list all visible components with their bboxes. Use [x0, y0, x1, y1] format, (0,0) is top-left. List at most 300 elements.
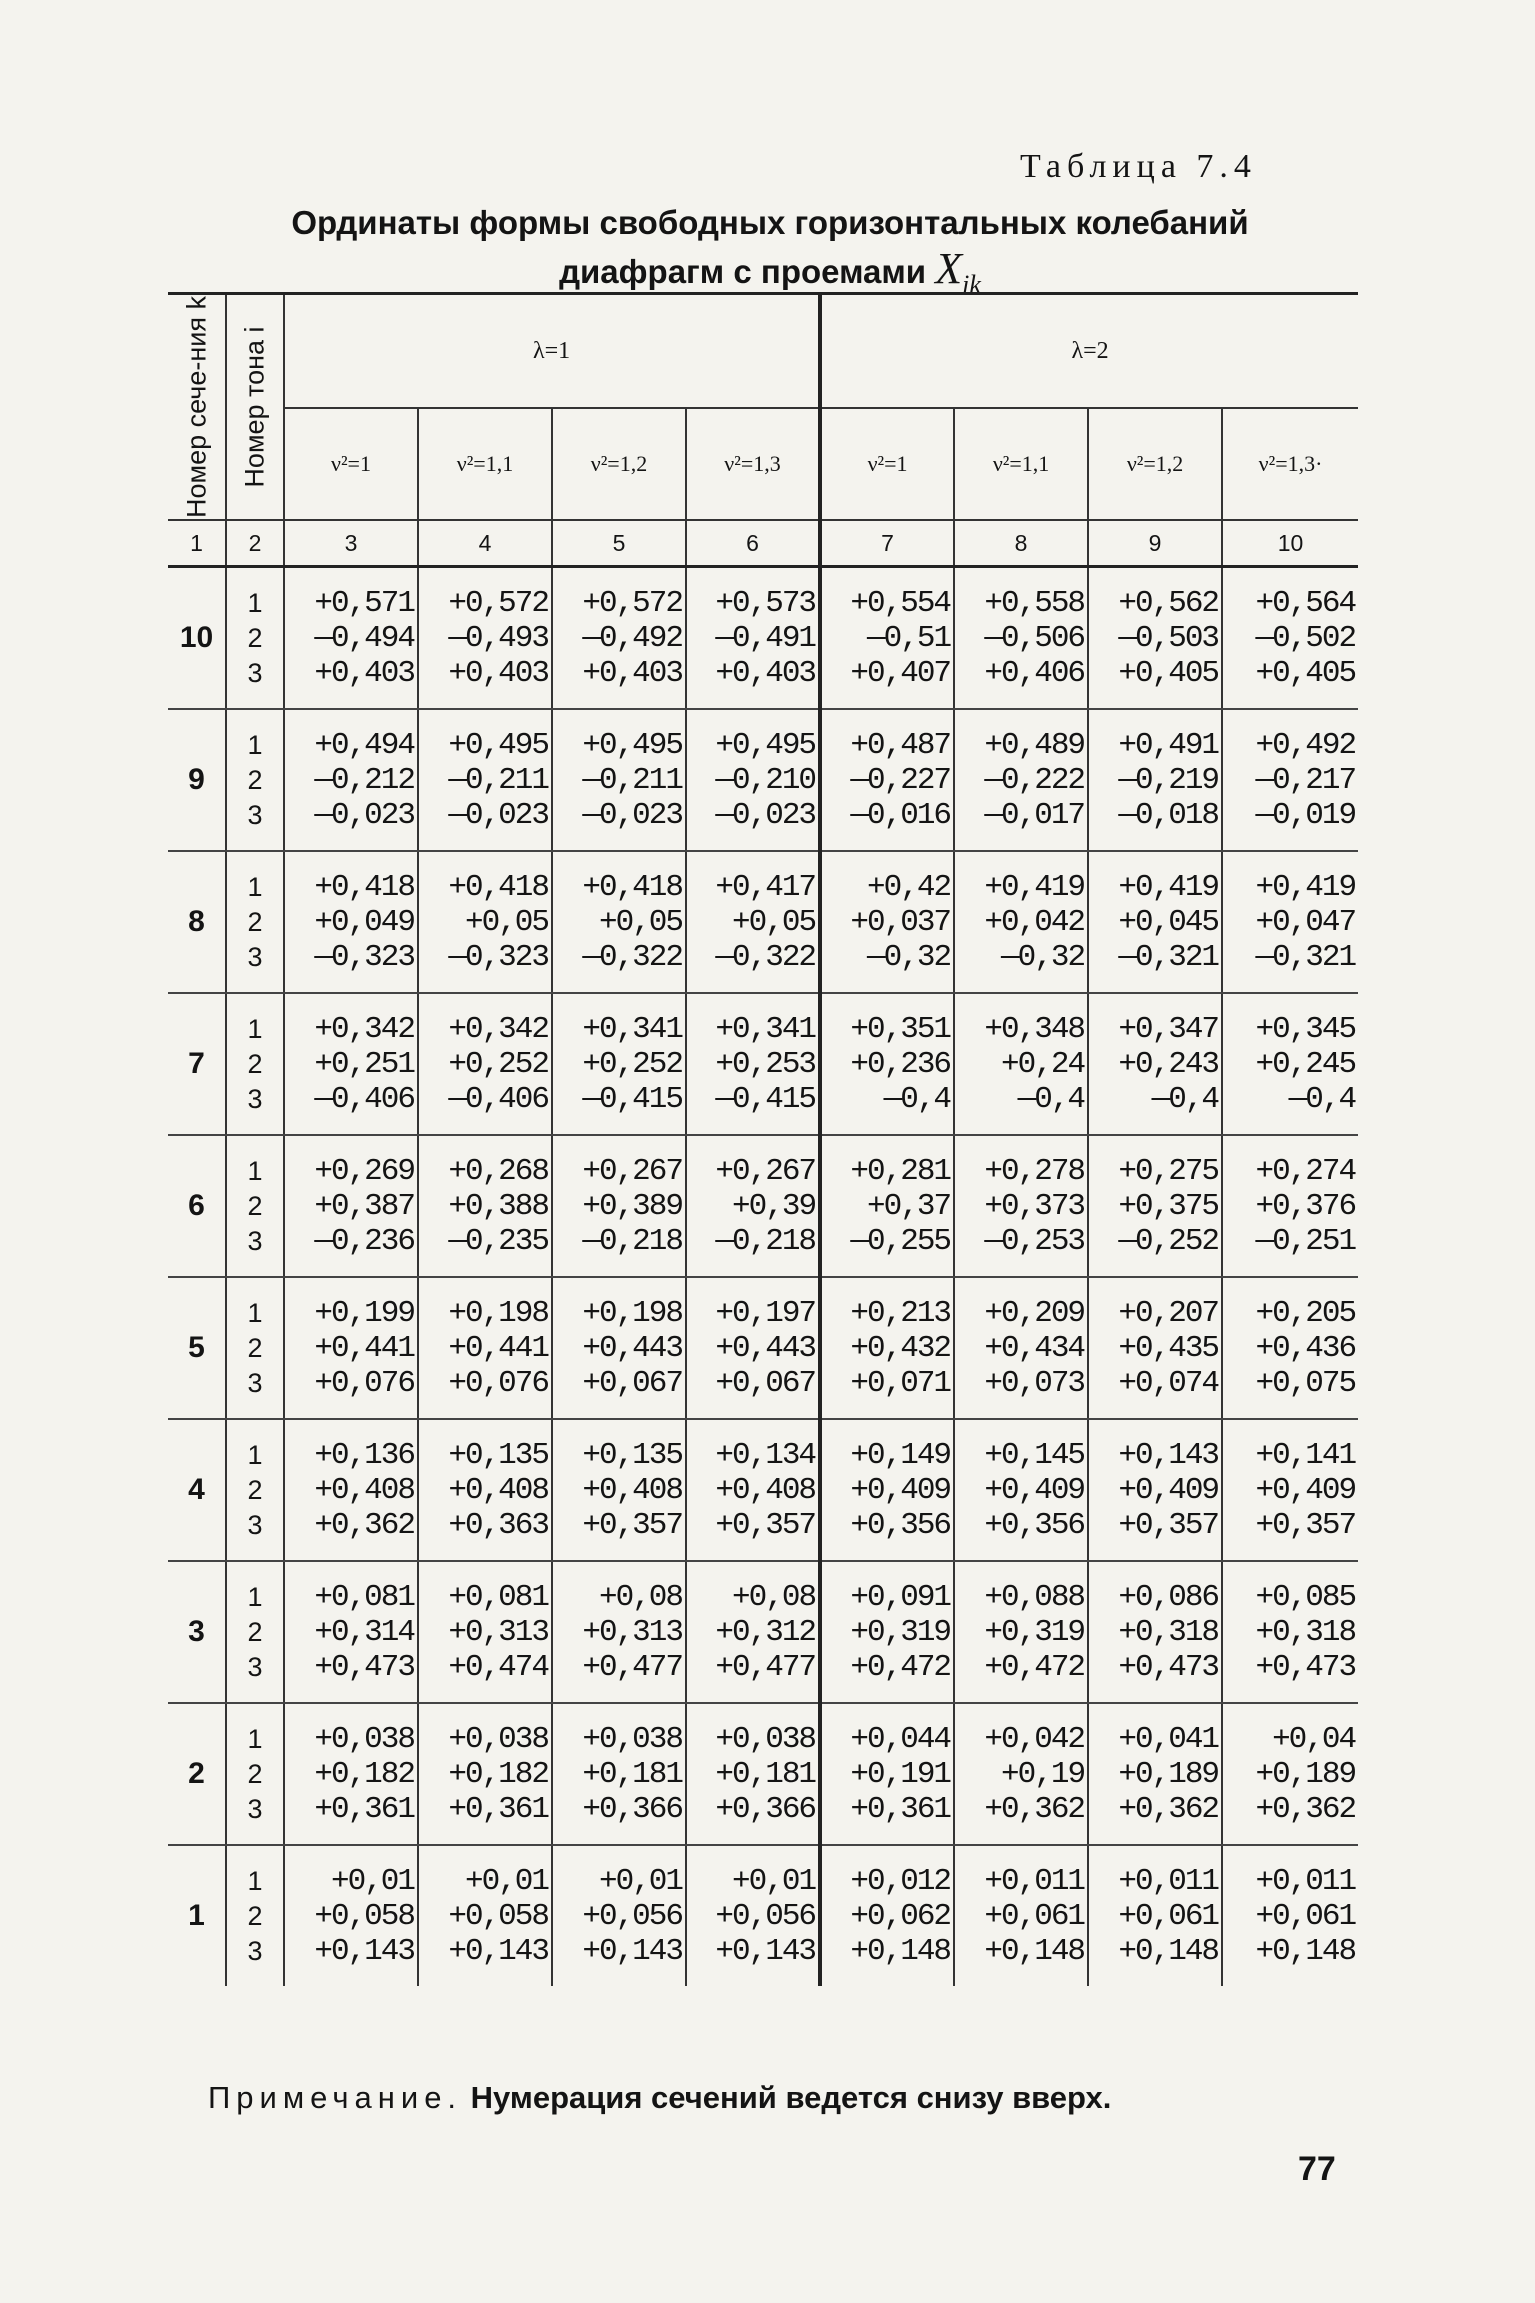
ordinate-cell [284, 1703, 418, 1845]
ordinate-cell [820, 1703, 954, 1845]
ordinate-value: +0,05 [598, 904, 682, 940]
ordinate-value: +0,363 [448, 1507, 548, 1543]
ordinate-cell [820, 567, 954, 710]
table-body [168, 567, 1358, 1987]
ordinate-cell [954, 709, 1088, 851]
section-number: 1 [168, 1845, 226, 1986]
ordinate-value: +0,345 [1255, 1011, 1356, 1047]
ordinate-cell [686, 851, 820, 993]
ordinate-value: +0,495 [448, 727, 548, 763]
tone-number: 1 [247, 1581, 263, 1612]
ordinate-value: +0,091 [850, 1579, 951, 1615]
ordinate-value: +0,573 [715, 585, 816, 621]
ordinate-value: +0,434 [984, 1330, 1085, 1366]
ordinate-cell [1222, 1419, 1358, 1561]
ordinate-value: +0,342 [314, 1011, 414, 1047]
ordinate-value: +0,313 [582, 1614, 682, 1650]
ordinate-value: +0,408 [715, 1472, 816, 1508]
ordinate-value: +0,08 [598, 1579, 682, 1615]
ordinate-value: +0,207 [1118, 1295, 1219, 1331]
ordinate-cell [954, 1277, 1088, 1419]
ordinate-value: +0,267 [715, 1153, 816, 1189]
ordinate-value: +0,362 [984, 1791, 1085, 1827]
ordinate-value: +0,408 [314, 1472, 414, 1508]
ordinate-value: +0,085 [1255, 1579, 1356, 1615]
ordinate-value: —0,51 [867, 620, 951, 656]
ordinate-cell [1088, 851, 1222, 993]
ordinate-value: +0,342 [448, 1011, 548, 1047]
ordinate-value: +0,136 [314, 1437, 414, 1473]
ordinate-value: +0,491 [1118, 727, 1219, 763]
ordinate-value: +0,409 [984, 1472, 1085, 1508]
tone-number: 3 [247, 941, 263, 972]
ordinate-cell [418, 1561, 552, 1703]
ordinate-cell [820, 1845, 954, 1986]
ordinate-value: +0,056 [582, 1898, 682, 1934]
column-number: 1 [168, 520, 226, 567]
ordinate-value: +0,205 [1255, 1295, 1356, 1331]
tone-number: 3 [247, 1793, 263, 1824]
ordinate-cell [1222, 1703, 1358, 1845]
ordinate-value: +0,319 [984, 1614, 1085, 1650]
ordinate-value: +0,472 [984, 1649, 1085, 1685]
ordinate-cell [284, 709, 418, 851]
section-row-group [168, 851, 1358, 993]
ordinate-cell [820, 851, 954, 993]
ordinate-value: +0,056 [715, 1898, 816, 1934]
ordinate-value: +0,189 [1118, 1756, 1219, 1792]
ordinate-value: —0,023 [314, 797, 414, 833]
ordinate-cell [820, 1135, 954, 1277]
ordinate-cell [418, 1277, 552, 1419]
ordinate-cell [552, 1135, 686, 1277]
table-title-line1: Ординаты формы свободных горизонтальных колебаний [291, 204, 1249, 241]
ordinate-value: +0,081 [448, 1579, 548, 1615]
ordinate-value: +0,435 [1118, 1330, 1219, 1366]
tone-number: 2 [247, 1900, 263, 1931]
ordinate-value: +0,278 [984, 1153, 1085, 1189]
ordinate-value: +0,012 [850, 1863, 951, 1899]
ordinate-value: +0,071 [850, 1365, 951, 1401]
ordinate-cell [954, 993, 1088, 1135]
ordinate-value: +0,473 [1118, 1649, 1219, 1685]
ordinate-cell [1088, 1845, 1222, 1986]
section-row-group [168, 567, 1358, 710]
tone-number: 1 [247, 729, 263, 760]
section-row-group [168, 1277, 1358, 1419]
ordinate-cell [686, 1845, 820, 1986]
nu-header: ν²=1,1 [418, 408, 552, 520]
tone-number: 1 [247, 871, 263, 902]
ordinate-value: +0,135 [582, 1437, 682, 1473]
ordinate-value: +0,134 [715, 1437, 816, 1473]
ordinate-value: +0,088 [984, 1579, 1085, 1615]
ordinate-cell [418, 1845, 552, 1986]
nu-header: ν²=1,2 [1088, 408, 1222, 520]
ordinate-value: —0,406 [314, 1081, 414, 1117]
table-title-line2-text: диафрагм с проемами [559, 253, 927, 290]
ordinate-value: +0,495 [582, 727, 682, 763]
nu-header: ν²=1,3· [1222, 408, 1358, 520]
ordinate-value: +0,314 [314, 1614, 414, 1650]
ordinate-value: —0,415 [582, 1081, 682, 1117]
ordinate-value: +0,042 [984, 1721, 1085, 1757]
section-row-group [168, 993, 1358, 1135]
section-number: 6 [168, 1135, 226, 1277]
ordinate-cell [284, 1277, 418, 1419]
ordinate-value: +0,01 [732, 1863, 816, 1899]
ordinate-cell [1222, 567, 1358, 710]
ordinate-value: +0,274 [1255, 1153, 1356, 1189]
ordinate-value: +0,403 [448, 655, 548, 691]
ordinate-value: +0,405 [1255, 655, 1356, 691]
ordinate-cell [1088, 1277, 1222, 1419]
ordinate-value: —0,023 [582, 797, 682, 833]
ordinate-value: —0,321 [1255, 939, 1356, 975]
table-caption [1020, 148, 1257, 186]
ordinate-cell [820, 1561, 954, 1703]
ordinate-value: +0,403 [314, 655, 414, 691]
ordinate-value: +0,357 [1255, 1507, 1356, 1543]
tone-number: 1 [247, 587, 263, 618]
lambda-header-row [168, 294, 1358, 409]
section-number: 8 [168, 851, 226, 993]
ordinate-value: +0,269 [314, 1153, 414, 1189]
tone-number: 3 [247, 1935, 263, 1966]
ordinate-value: +0,19 [1001, 1756, 1085, 1792]
ordinate-value: +0,011 [1255, 1863, 1356, 1899]
ordinate-cell [284, 1845, 418, 1986]
ordinate-value: —0,017 [984, 797, 1085, 833]
ordinate-value: +0,409 [850, 1472, 951, 1508]
tone-number: 2 [247, 906, 263, 937]
ordinate-value: +0,42 [867, 869, 951, 905]
ordinate-value: —0,492 [582, 620, 682, 656]
ordinate-value: —0,235 [448, 1223, 548, 1259]
ordinate-value: +0,143 [448, 1933, 548, 1969]
tone-number: 3 [247, 1083, 263, 1114]
ordinate-value: +0,267 [582, 1153, 682, 1189]
note-label: Примечание. [208, 2080, 463, 2115]
ordinate-value: +0,357 [715, 1507, 816, 1543]
symbol-subscript: ik [962, 269, 981, 299]
ordinate-value: +0,571 [314, 585, 414, 621]
ordinate-value: +0,141 [1255, 1437, 1356, 1473]
ordinate-value: +0,495 [715, 727, 816, 763]
ordinate-cell [418, 567, 552, 710]
ordinate-value: +0,086 [1118, 1579, 1219, 1615]
ordinate-value: +0,199 [314, 1295, 414, 1331]
ordinate-cell [552, 1703, 686, 1845]
ordinate-cell [552, 1277, 686, 1419]
ordinate-value: —0,227 [850, 762, 951, 798]
ordinate-value: —0,219 [1118, 762, 1219, 798]
section-number: 4 [168, 1419, 226, 1561]
ordinate-value: +0,312 [715, 1614, 816, 1650]
tone-number: 3 [247, 1367, 263, 1398]
ordinate-value: —0,023 [448, 797, 548, 833]
ordinate-value: +0,403 [715, 655, 816, 691]
ordinate-value: +0,049 [314, 904, 414, 940]
ordinate-value: +0,366 [715, 1791, 816, 1827]
ordinate-value: +0,198 [448, 1295, 548, 1331]
ordinate-value: +0,489 [984, 727, 1085, 763]
ordinate-cell [552, 993, 686, 1135]
ordinate-value: +0,477 [582, 1649, 682, 1685]
ordinate-value: +0,373 [984, 1188, 1085, 1224]
ordinate-value: +0,011 [1118, 1863, 1219, 1899]
section-number: 5 [168, 1277, 226, 1419]
section-number: 9 [168, 709, 226, 851]
ordinate-cell [552, 709, 686, 851]
ordinate-value: —0,503 [1118, 620, 1219, 656]
ordinate-cell [284, 993, 418, 1135]
ordinate-value: —0,321 [1118, 939, 1219, 975]
ordinate-value: +0,351 [850, 1011, 951, 1047]
ordinate-value: +0,149 [850, 1437, 951, 1473]
ordinate-value: +0,564 [1255, 585, 1356, 621]
ordinate-value: +0,268 [448, 1153, 548, 1189]
ordinate-value: +0,419 [1255, 869, 1356, 905]
ordinate-cell [284, 567, 418, 710]
ordinate-cell [1088, 709, 1222, 851]
ordinate-value: +0,251 [314, 1046, 414, 1082]
ordinate-value: +0,061 [984, 1898, 1085, 1934]
ordinate-value: —0,322 [715, 939, 816, 975]
ordinate-value: +0,388 [448, 1188, 548, 1224]
ordinate-cell [954, 1845, 1088, 1986]
ordinate-value: +0,038 [582, 1721, 682, 1757]
ordinate-value: +0,01 [464, 1863, 548, 1899]
note-text: Нумерация сечений ведется снизу вверх. [470, 2080, 1112, 2115]
ordinate-value: +0,375 [1118, 1188, 1219, 1224]
ordinate-value: +0,406 [984, 655, 1085, 691]
ordinate-value: +0,419 [1118, 869, 1219, 905]
tone-number: 1 [247, 1297, 263, 1328]
ordinate-value: +0,319 [850, 1614, 951, 1650]
ordinate-value: +0,042 [984, 904, 1085, 940]
ordinate-value: +0,39 [732, 1188, 816, 1224]
ordinate-value: +0,067 [582, 1365, 682, 1401]
ordinate-cell [418, 851, 552, 993]
lambda-2-header: λ=2 [820, 294, 1358, 409]
section-number: 10 [168, 567, 226, 710]
ordinate-value: +0,236 [850, 1046, 951, 1082]
ordinate-value: +0,472 [850, 1649, 951, 1685]
ordinate-value: +0,189 [1255, 1756, 1356, 1792]
ordinate-value: +0,038 [448, 1721, 548, 1757]
tone-number: 2 [247, 1190, 263, 1221]
ordinate-value: +0,443 [715, 1330, 816, 1366]
ordinate-value: +0,387 [314, 1188, 414, 1224]
section-column-header [168, 294, 226, 521]
tone-numbers [226, 567, 284, 710]
ordinate-value: +0,361 [314, 1791, 414, 1827]
ordinate-value: —0,4 [883, 1081, 951, 1117]
ordinate-value: —0,252 [1118, 1223, 1219, 1259]
ordinate-value: +0,562 [1118, 585, 1219, 621]
column-number: 9 [1088, 520, 1222, 567]
ordinate-value: +0,038 [715, 1721, 816, 1757]
ordinate-value: +0,04 [1272, 1721, 1356, 1757]
ordinate-cell [284, 1419, 418, 1561]
ordinate-value: +0,213 [850, 1295, 951, 1331]
tone-numbers [226, 1703, 284, 1845]
ordinate-cell [954, 1561, 1088, 1703]
ordinate-value: —0,253 [984, 1223, 1085, 1259]
section-row-group [168, 1845, 1358, 1986]
section-number: 7 [168, 993, 226, 1135]
ordinate-value: +0,135 [448, 1437, 548, 1473]
ordinate-value: +0,181 [582, 1756, 682, 1792]
ordinate-value: +0,148 [984, 1933, 1085, 1969]
ordinate-value: +0,366 [582, 1791, 682, 1827]
ordinate-value: —0,236 [314, 1223, 414, 1259]
ordinate-value: +0,281 [850, 1153, 951, 1189]
ordinate-value: +0,058 [448, 1898, 548, 1934]
ordinate-cell [284, 851, 418, 993]
ordinate-value: +0,418 [448, 869, 548, 905]
tone-number: 3 [247, 1509, 263, 1540]
ordinate-value: +0,409 [1255, 1472, 1356, 1508]
table-title-symbol [935, 244, 981, 299]
ordinate-cell [686, 709, 820, 851]
ordinate-value: +0,477 [715, 1649, 816, 1685]
ordinate-value: +0,067 [715, 1365, 816, 1401]
table-caption-label: Таблица [1020, 148, 1182, 185]
ordinate-cell [1088, 1135, 1222, 1277]
ordinate-value: +0,441 [314, 1330, 414, 1366]
ordinate-value: —0,222 [984, 762, 1085, 798]
ordinate-value: +0,417 [715, 869, 816, 905]
ordinate-cell [686, 1561, 820, 1703]
ordinate-value: +0,081 [314, 1579, 414, 1615]
ordinate-cell [686, 993, 820, 1135]
ordinate-value: +0,145 [984, 1437, 1085, 1473]
ordinate-value: +0,143 [1118, 1437, 1219, 1473]
ordinate-value: +0,313 [448, 1614, 548, 1650]
ordinate-value: +0,252 [582, 1046, 682, 1082]
page-number: 77 [1298, 2150, 1336, 2188]
ordinate-value: +0,357 [1118, 1507, 1219, 1543]
ordinate-value: +0,041 [1118, 1721, 1219, 1757]
ordinate-value: —0,255 [850, 1223, 951, 1259]
tone-numbers [226, 1277, 284, 1419]
ordinate-value: +0,047 [1255, 904, 1356, 940]
ordinate-value: +0,058 [314, 1898, 414, 1934]
tone-number: 3 [247, 657, 263, 688]
nu-header: ν²=1 [284, 408, 418, 520]
ordinate-value: +0,348 [984, 1011, 1085, 1047]
ordinate-value: +0,05 [464, 904, 548, 940]
symbol-letter: X [935, 244, 963, 293]
ordinate-value: —0,211 [582, 762, 682, 798]
ordinate-value: +0,318 [1255, 1614, 1356, 1650]
ordinate-value: +0,05 [732, 904, 816, 940]
ordinate-value: +0,436 [1255, 1330, 1356, 1366]
tone-number: 2 [247, 1758, 263, 1789]
ordinate-cell [1088, 993, 1222, 1135]
tone-number: 3 [247, 1651, 263, 1682]
ordinate-value: +0,341 [715, 1011, 816, 1047]
section-row-group [168, 1419, 1358, 1561]
section-row-group [168, 1561, 1358, 1703]
ordinate-cell [1222, 1135, 1358, 1277]
ordinate-value: +0,558 [984, 585, 1085, 621]
ordinate-value: —0,32 [867, 939, 951, 975]
ordinate-cell [1222, 709, 1358, 851]
ordinate-cell [954, 1419, 1088, 1561]
ordinate-cell [820, 1419, 954, 1561]
ordinate-value: +0,418 [314, 869, 414, 905]
column-number: 7 [820, 520, 954, 567]
ordinate-cell [1222, 1561, 1358, 1703]
ordinate-cell [418, 1135, 552, 1277]
ordinate-value: +0,076 [448, 1365, 548, 1401]
ordinate-value: +0,405 [1118, 655, 1219, 691]
ordinate-cell [1088, 1703, 1222, 1845]
nu-header: ν²=1,2 [552, 408, 686, 520]
ordinate-value: —0,4 [1151, 1081, 1219, 1117]
ordinate-value: +0,356 [984, 1507, 1085, 1543]
ordinate-value: +0,011 [984, 1863, 1085, 1899]
column-number: 2 [226, 520, 284, 567]
column-number: 10 [1222, 520, 1358, 567]
section-column-label: Номер сече-ния k [181, 296, 211, 518]
ordinate-value: +0,182 [314, 1756, 414, 1792]
ordinate-value: +0,148 [1255, 1933, 1356, 1969]
ordinate-cell [686, 1277, 820, 1419]
tone-number: 1 [247, 1723, 263, 1754]
table-note [208, 2080, 1111, 2116]
ordinate-value: +0,148 [1118, 1933, 1219, 1969]
ordinate-cell [1222, 993, 1358, 1135]
tone-number: 3 [247, 1225, 263, 1256]
ordinate-value: +0,408 [582, 1472, 682, 1508]
section-number: 3 [168, 1561, 226, 1703]
nu-header: ν²=1,3 [686, 408, 820, 520]
ordinate-value: +0,341 [582, 1011, 682, 1047]
ordinate-value: +0,403 [582, 655, 682, 691]
ordinate-cell [418, 1703, 552, 1845]
ordinate-value: +0,318 [1118, 1614, 1219, 1650]
tone-number: 1 [247, 1865, 263, 1896]
ordinate-value: +0,492 [1255, 727, 1356, 763]
ordinate-cell [552, 1419, 686, 1561]
ordinate-value: +0,209 [984, 1295, 1085, 1331]
ordinate-value: +0,275 [1118, 1153, 1219, 1189]
ordinate-value: +0,198 [582, 1295, 682, 1331]
ordinates-table [168, 292, 1358, 1986]
ordinate-value: —0,493 [448, 620, 548, 656]
ordinate-value: +0,487 [850, 727, 951, 763]
ordinate-cell [552, 567, 686, 710]
ordinate-cell [686, 1135, 820, 1277]
table-caption-number: 7.4 [1196, 148, 1257, 185]
ordinate-value: —0,323 [314, 939, 414, 975]
tone-number: 2 [247, 1616, 263, 1647]
ordinate-value: +0,197 [715, 1295, 816, 1331]
ordinate-value: +0,554 [850, 585, 951, 621]
ordinate-value: +0,182 [448, 1756, 548, 1792]
ordinate-cell [820, 993, 954, 1135]
lambda-1-header: λ=1 [284, 294, 820, 409]
ordinate-value: —0,4 [1288, 1081, 1356, 1117]
ordinate-value: +0,376 [1255, 1188, 1356, 1224]
ordinate-cell [954, 1135, 1088, 1277]
ordinate-value: +0,361 [448, 1791, 548, 1827]
ordinate-cell [552, 1561, 686, 1703]
